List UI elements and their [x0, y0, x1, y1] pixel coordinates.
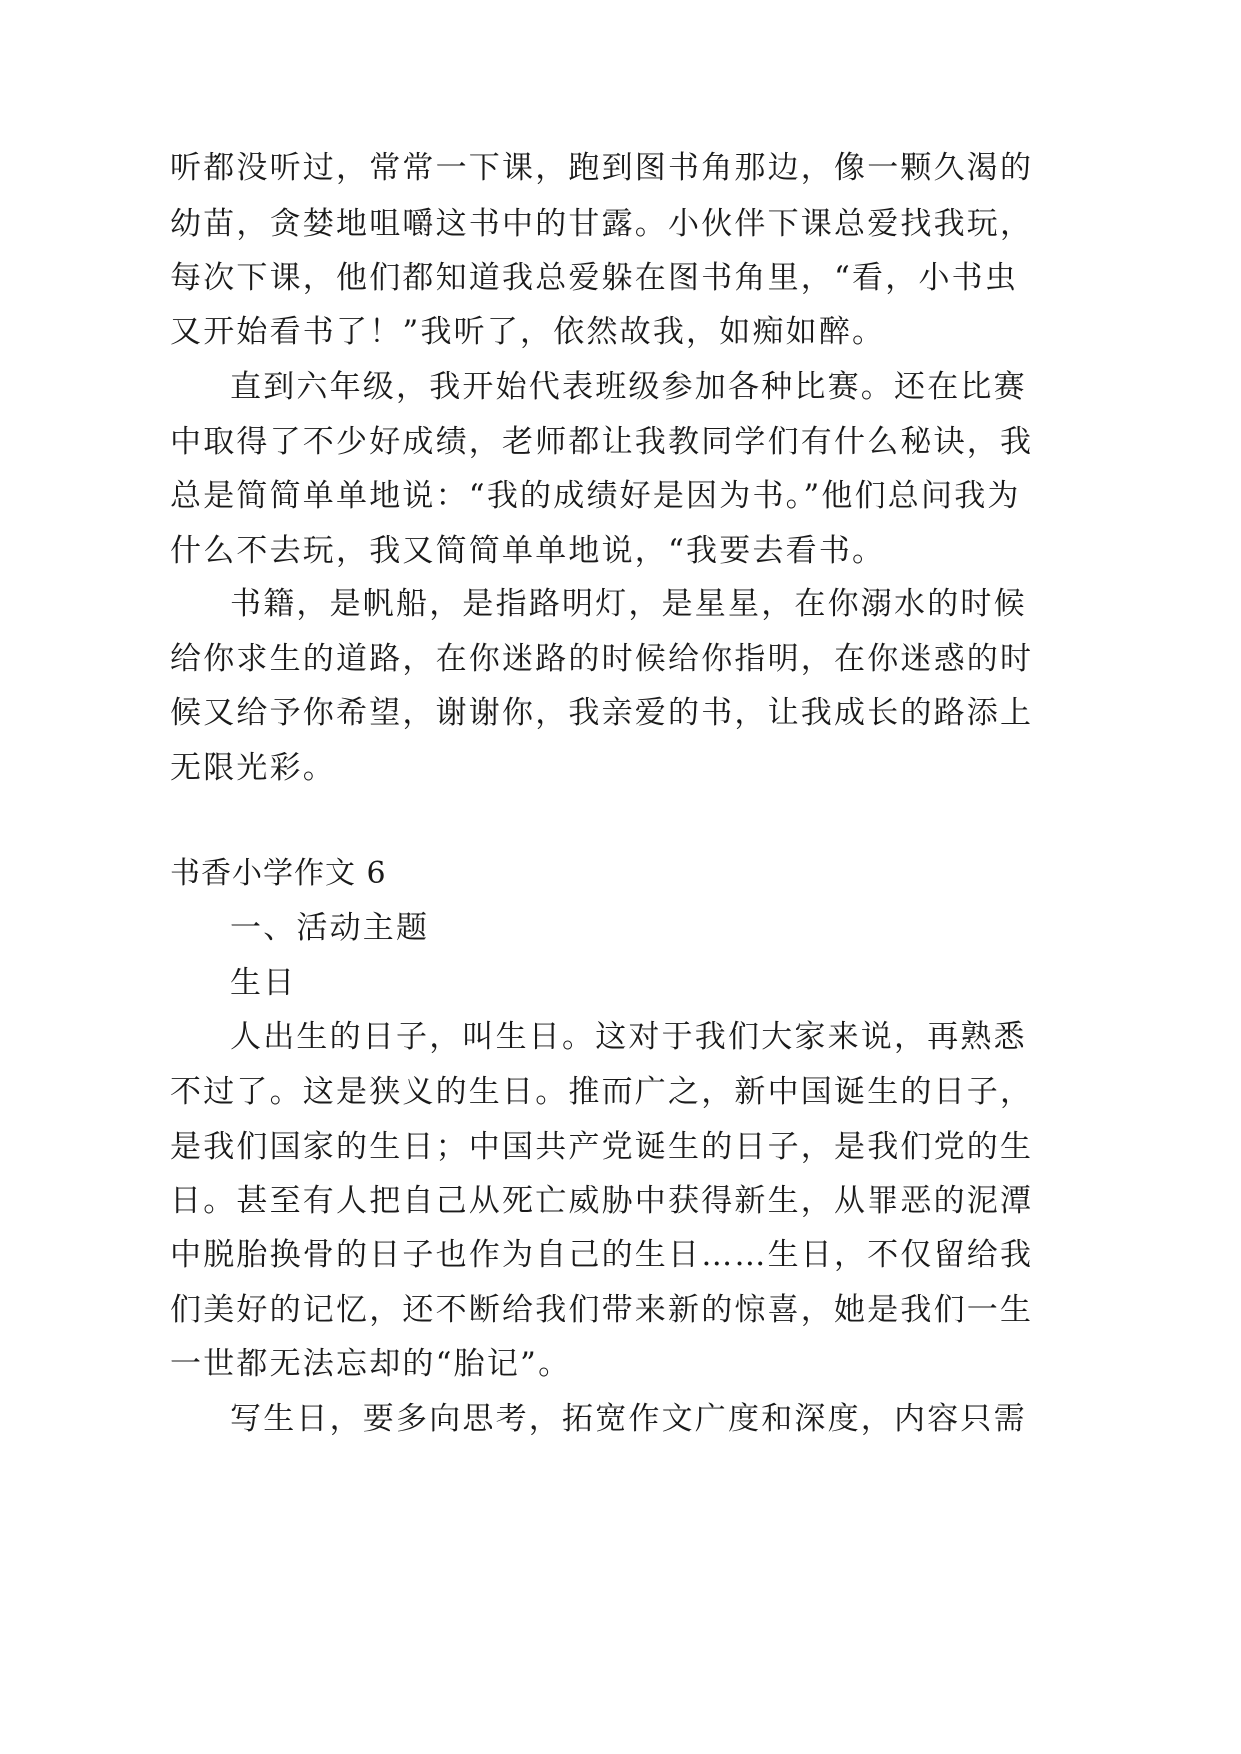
- paragraph-line: 听都没听过，常常一下课，跑到图书角那边，像一颗久渴的: [170, 150, 1034, 186]
- paragraph-line: 们美好的记忆，还不断给我们带来新的惊喜，她是我们一生: [170, 1292, 1034, 1328]
- paragraph-line: 日。甚至有人把自己从死亡威胁中获得新生，从罪恶的泥潭: [170, 1183, 1034, 1219]
- paragraph-line: 是我们国家的生日；中国共产党诞生的日子，是我们党的生: [170, 1129, 1034, 1165]
- paragraph-line: 写生日，要多向思考，拓宽作文广度和深度，内容只需: [230, 1401, 1027, 1437]
- paragraph-line: 又开始看书了！”我听了，依然故我，如痴如醉。: [170, 314, 886, 350]
- subsection-heading: 一、活动主题: [230, 910, 430, 946]
- paragraph-line: 书籍，是帆船，是指路明灯，是星星，在你溺水的时候: [230, 586, 1027, 622]
- section-title: 书香小学作文 6: [170, 856, 387, 891]
- paragraph-line: 候又给予你希望，谢谢你，我亲爱的书，让我成长的路添上: [170, 695, 1034, 731]
- paragraph-line: 中脱胎换骨的日子也作为自己的生日……生日，不仅留给我: [170, 1237, 1034, 1273]
- paragraph-line: 中取得了不少好成绩，老师都让我教同学们有什么秘诀，我: [170, 424, 1034, 460]
- paragraph-line: 直到六年级，我开始代表班级参加各种比赛。还在比赛: [230, 369, 1027, 405]
- paragraph-line: 不过了。这是狭义的生日。推而广之，新中国诞生的日子，: [170, 1074, 1034, 1110]
- paragraph-line: 一世都无法忘却的“胎记”。: [170, 1346, 572, 1382]
- topic-label: 生日: [230, 965, 297, 1001]
- paragraph-line: 给你求生的道路，在你迷路的时候给你指明，在你迷惑的时: [170, 641, 1034, 677]
- paragraph-line: 什么不去玩，我又简简单单地说，“我要去看书。: [170, 533, 886, 569]
- paragraph-line: 幼苗，贪婪地咀嚼这书中的甘露。小伙伴下课总爱找我玩，: [170, 206, 1034, 242]
- paragraph-line: 每次下课，他们都知道我总爱躲在图书角里，“看，小书虫: [170, 260, 1019, 296]
- paragraph-line: 人出生的日子，叫生日。这对于我们大家来说，再熟悉: [230, 1019, 1027, 1055]
- paragraph-line: 无限光彩。: [170, 750, 336, 786]
- paragraph-line: 总是简简单单地说：“我的成绩好是因为书。”他们总问我为: [170, 478, 1021, 514]
